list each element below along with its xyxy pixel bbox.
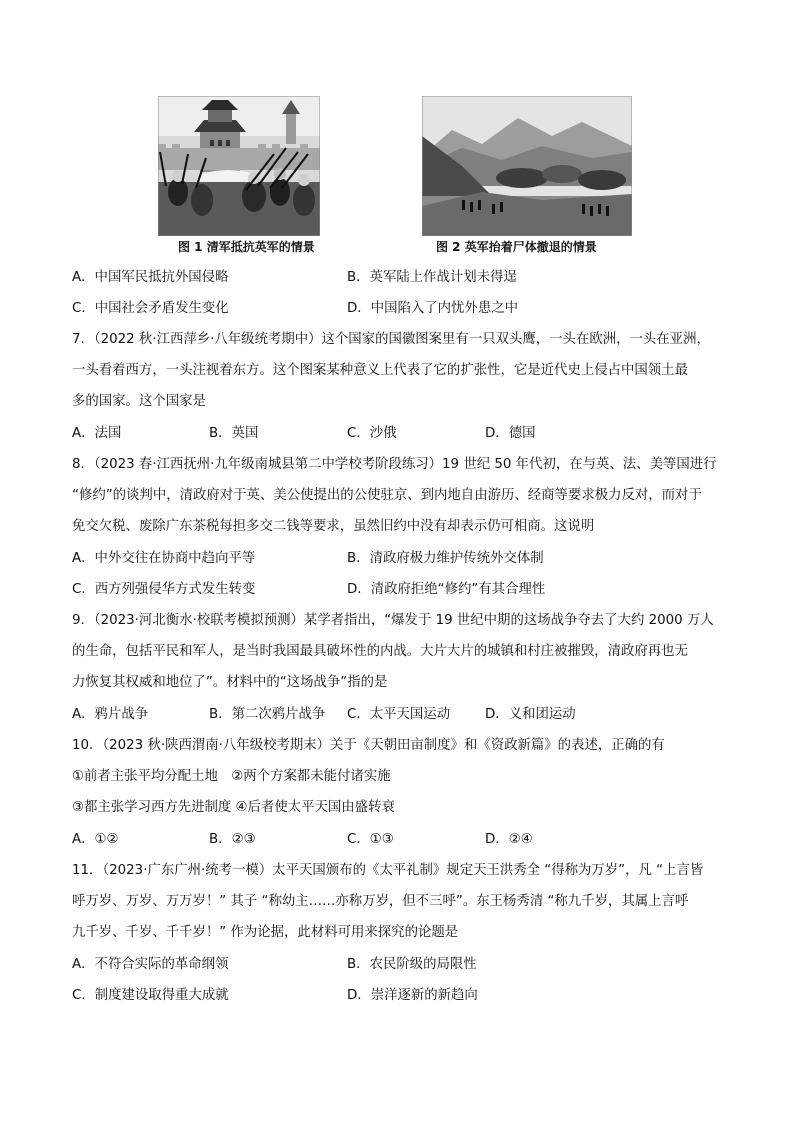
q11-option-b[interactable]: B．农民阶级的局限性 [347, 957, 477, 972]
q9-option-b[interactable]: B．第二次鸦片战争 [209, 707, 326, 722]
q8-stem-line: 免交欠税、废除广东茶税每担多交二钱等要求，虽然旧约中没有却表示仍可相商。这说明 [72, 519, 595, 534]
q11-stem-line: 九千岁、千岁、千千岁！” 作为论据，此材料可用来探究的论题是 [72, 925, 459, 940]
q9-option-c[interactable]: C．太平天国运动 [347, 707, 451, 722]
q10-stem-line: 10．（2023 秋·陕西渭南·八年级校考期末）关于《天朝田亩制度》和《资政新篇》的表述，正确的有 [72, 738, 665, 753]
q8-option-b[interactable]: B．清政府极力维护传统外交体制 [347, 551, 544, 566]
q6-option-a[interactable]: A．中国军民抵抗外国侵略 [72, 270, 229, 285]
q7-stem-line: 7．（2022 秋·江西萍乡·八年级统考期中）这个国家的国徽图案里有一只双头鹰，一头在欧洲，一头在亚洲， [72, 332, 710, 347]
q8-option-c[interactable]: C．西方列强侵华方式发生转变 [72, 582, 256, 597]
q11-option-a[interactable]: A．不符合实际的革命纲领 [72, 957, 229, 972]
q9-option-d[interactable]: D．义和团运动 [485, 707, 576, 722]
q8-option-a[interactable]: A．中外交往在协商中趋向平等 [72, 551, 256, 566]
q7-stem-line: 一头看着西方，一头注视着东方。这个图案某种意义上代表了它的扩张性，它是近代史上侵占中国领土最 [72, 363, 688, 378]
q6-option-b[interactable]: B．英军陆上作战计划未得逞 [347, 270, 517, 285]
q7-option-d[interactable]: D．德国 [485, 426, 536, 441]
figure-2-caption: 图 2 英军抬着尸体撤退的情景 [436, 240, 597, 254]
british-retreat-landscape-engraving-icon [422, 96, 632, 236]
q8-option-d[interactable]: D．清政府拒绝“修约”有其合理性 [347, 582, 546, 597]
q9-stem-line: 力恢复其权威和地位了”。材料中的“这场战争”指的是 [72, 675, 388, 690]
q7-stem-line: 多的国家。这个国家是 [72, 394, 206, 409]
q9-option-a[interactable]: A．鸦片战争 [72, 707, 149, 722]
q11-stem-line: 呼万岁、万岁、万万岁！” 其子 “称幼主……亦称万岁，但不三呼”。东王杨秀清 “称九千岁，其属上言呼 [72, 894, 689, 909]
q6-option-c[interactable]: C．中国社会矛盾发生变化 [72, 301, 229, 316]
q10-option-c[interactable]: C．①③ [347, 832, 394, 847]
q6-option-d[interactable]: D．中国陷入了内忧外患之中 [347, 301, 518, 316]
q10-option-d[interactable]: D．②④ [485, 832, 533, 847]
qing-army-battle-engraving-icon [158, 96, 320, 236]
q10-option-b[interactable]: B．②③ [209, 832, 256, 847]
q7-option-a[interactable]: A．法国 [72, 426, 122, 441]
q9-stem-line: 9．（2023·河北衡水·校联考模拟预测）某学者指出，“爆发于 19 世纪中期的这场战争夺去了大约 2000 万人 [72, 613, 714, 628]
q11-option-d[interactable]: D．崇洋逐新的新趋向 [347, 988, 478, 1003]
q9-stem-line: 的生命，包括平民和军人，是当时我国最具破坏性的内战。大片大片的城镇和村庄被摧毁，清政府再也无 [72, 644, 688, 659]
q10-option-a[interactable]: A．①② [72, 832, 119, 847]
q7-option-b[interactable]: B．英国 [209, 426, 259, 441]
q8-stem-line: 8．（2023 春·江西抚州·九年级南城县第二中学校考阶段练习）19 世纪 50 年代初，在与英、法、美等国进行 [72, 457, 717, 472]
q10-statement-line: ①前者主张平均分配土地 ②两个方案都未能付诸实施 [72, 769, 391, 784]
q7-option-c[interactable]: C．沙俄 [347, 426, 397, 441]
figure-row [0, 96, 794, 261]
q11-option-c[interactable]: C．制度建设取得重大成就 [72, 988, 229, 1003]
q11-stem-line: 11．（2023·广东广州·统考一模）太平天国颁布的《太平礼制》规定天王洪秀全 “得称为万岁”，凡 “上言皆 [72, 863, 704, 878]
q8-stem-line: “修约”的谈判中，清政府对于英、美公使提出的公使驻京、到内地自由游历、经商等要求极力反对，而对于 [72, 488, 702, 503]
q10-statement-line: ③都主张学习西方先进制度 ④后者使太平天国由盛转衰 [72, 800, 395, 815]
figure-2 [422, 96, 632, 236]
figure-1-caption: 图 1 清军抵抗英军的情景 [178, 240, 315, 254]
figure-1 [158, 96, 320, 236]
